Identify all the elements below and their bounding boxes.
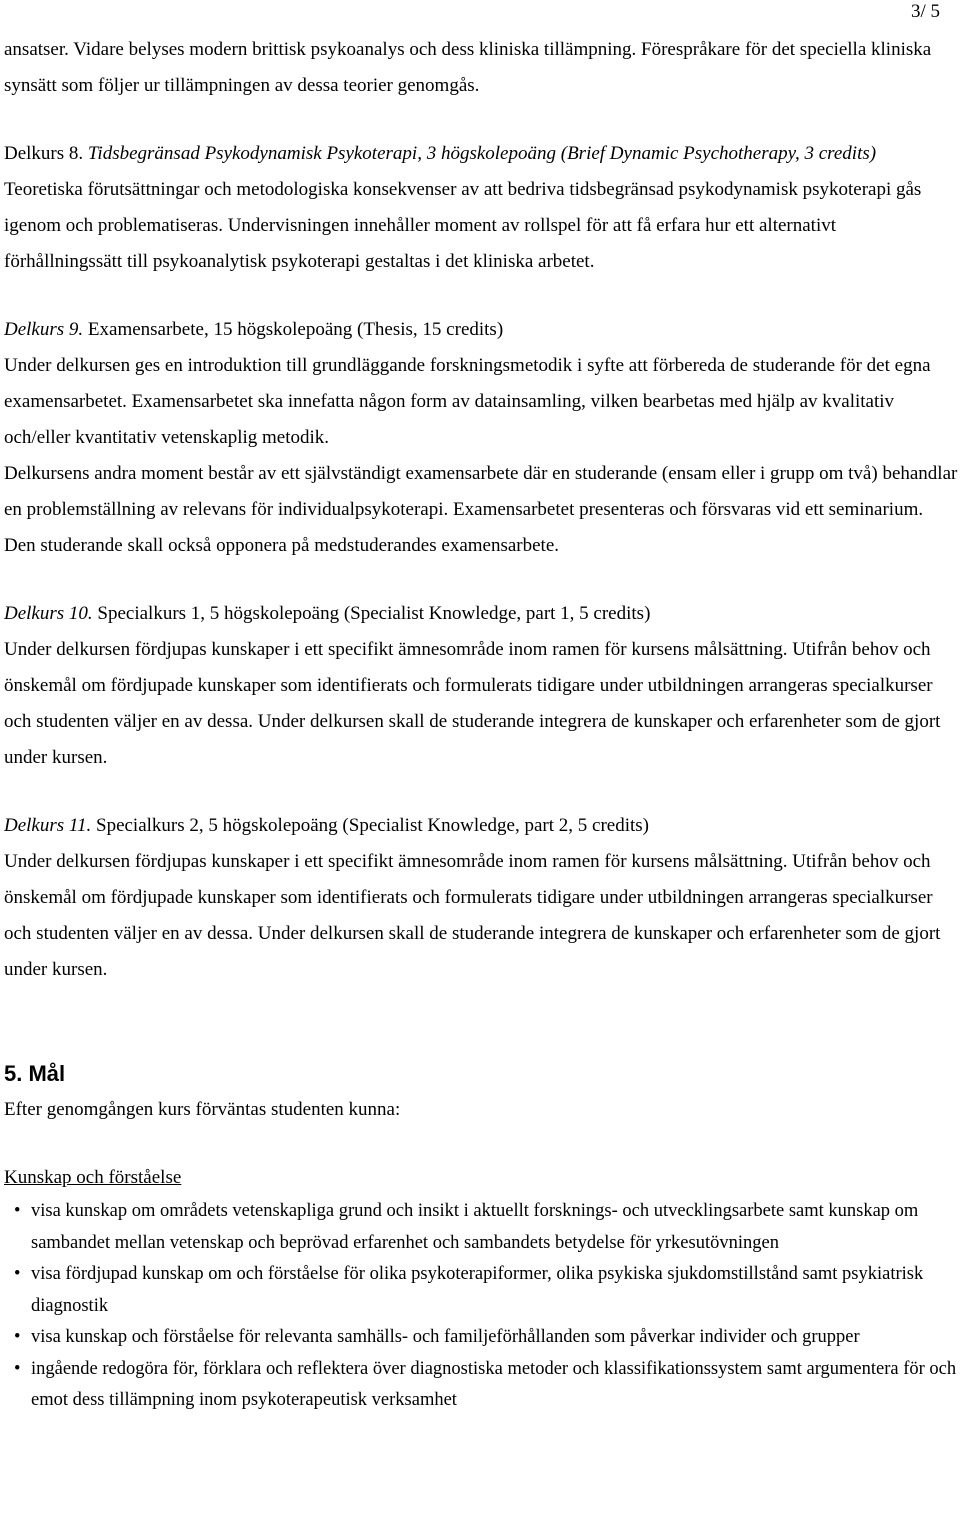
course-body: Under delkursen fördjupas kunskaper i ett specifikt ämnesområde inom ramen för kursens målsättning. Utifrån behov och önskemål om fördjupade kunskaper som identifierats och formulerats tidigare under utbildningen arrangeras specialkurser och studenten väljer en av dessa. Under delkursen skall de studerande integrera de kunskaper och erfarenheter som de gjort under kursen. — [4, 639, 941, 768]
course-body: Under delkursen fördjupas kunskaper i ett specifikt ämnesområde inom ramen för kursens målsättning. Utifrån behov och önskemål om fördjupade kunskaper som identifierats och formulerats tidigare under utbildningen arrangeras specialkurser och studenten väljer en av dessa. Under delkursen skall de studerande integrera de kunskaper och erfarenheter som de gjort under kursen. — [4, 851, 941, 980]
course-label: Delkurs 8. — [4, 143, 84, 164]
list-item-text: visa fördjupad kunskap om och förståelse för olika psykoterapiformer, olika psykiska sjukdomstillstånd samt psykiatrisk diagnostik — [31, 1264, 924, 1316]
course-block-10 — [4, 596, 958, 776]
course-body-continued: Delkursens andra moment består av ett självständigt examensarbete där en studerande (ensam eller i grupp om två) behandlar en problemställning av relevans för individualpsykoterapi. Examensarbetet presenteras och försvaras vid ett seminarium. Den studerande skall också opponera på medstuderandes examensarbete. — [4, 463, 958, 556]
course-title: Specialkurs 1, 5 högskolepoäng (Specialist Knowledge, part 1, 5 credits) — [97, 603, 651, 624]
list-item-text: visa kunskap och förståelse för relevanta samhälls- och familjeförhållanden som påverkar individer och grupper — [31, 1327, 860, 1347]
bullet-icon: • — [14, 1264, 21, 1284]
bullet-icon: • — [14, 1201, 21, 1221]
course-body: Teoretiska förutsättningar och metodologiska konsekvenser av att bedriva tidsbegränsad psykodynamisk psykoterapi gås igenom och problematiseras. Undervisningen innehåller moment av rollspel för att få erfara hur ett alternativt förhållningssätt till psykoanalytisk psykoterapi gestaltas i det kliniska arbetet. — [4, 179, 922, 272]
list-item — [4, 1259, 958, 1322]
list-item — [4, 1322, 958, 1354]
section-lead: Efter genomgången kurs förväntas studenten kunna: — [4, 1099, 401, 1120]
goals-list — [4, 1196, 958, 1417]
course-block-9 — [4, 312, 958, 564]
list-item-text: visa kunskap om områdets vetenskapliga grund och insikt i aktuellt forsknings- och utvecklingsarbete samt kunskap om sambandet mellan vetenskap och beprövad erfarenhet och sambandets betydelse för yrkesutövningen — [31, 1201, 919, 1253]
intro-paragraph: ansatser. Vidare belyses modern brittisk psykoanalys och dess kliniska tillämpning. Förespråkare för det speciella kliniska synsätt som följer ur tillämpningen av dessa teorier genomgås. — [4, 39, 932, 96]
document-content — [4, 32, 958, 1417]
course-heading — [4, 312, 958, 348]
bullet-icon: • — [14, 1358, 21, 1379]
course-heading — [4, 136, 958, 172]
course-label: Delkurs 10. — [4, 603, 93, 624]
course-block-11 — [4, 808, 958, 988]
page-number: 3/ 5 — [910, 1, 940, 22]
course-title: Tidsbegränsad Psykodynamisk Psykoterapi, 3 högskolepoäng (Brief Dynamic Psychotherapy, 3 credits) — [87, 143, 877, 164]
list-item-text: ingående redogöra för, förklara och reflektera över diagnostiska metoder och klassifikationssystem samt argumentera för och emot dess tillämpning inom psykoterapeutisk verksamhet — [31, 1358, 957, 1410]
course-label: Delkurs 11. — [4, 815, 92, 836]
course-title: Examensarbete, 15 högskolepoäng (Thesis, 15 credits) — [87, 319, 504, 340]
section-title: 5. Mål — [4, 1061, 66, 1086]
subsection-heading: Kunskap och förståelse — [4, 1167, 182, 1188]
course-heading — [4, 808, 958, 844]
list-item — [4, 1354, 958, 1417]
course-block-8 — [4, 136, 958, 280]
list-item — [4, 1196, 958, 1259]
course-heading — [4, 596, 958, 632]
course-label: Delkurs 9. — [4, 319, 84, 340]
course-body: Under delkursen ges en introduktion till grundläggande forskningsmetodik i syfte att förbereda de studerande för det egna examensarbetet. Examensarbetet ska innefatta någon form av datainsamling, vilken bearbetas med hjälp av kvalitativ och/eller kvantitativ vetenskaplig metodik. — [4, 355, 931, 448]
course-title: Specialkurs 2, 5 högskolepoäng (Specialist Knowledge, part 2, 5 credits) — [96, 815, 649, 836]
bullet-icon: • — [14, 1327, 21, 1347]
